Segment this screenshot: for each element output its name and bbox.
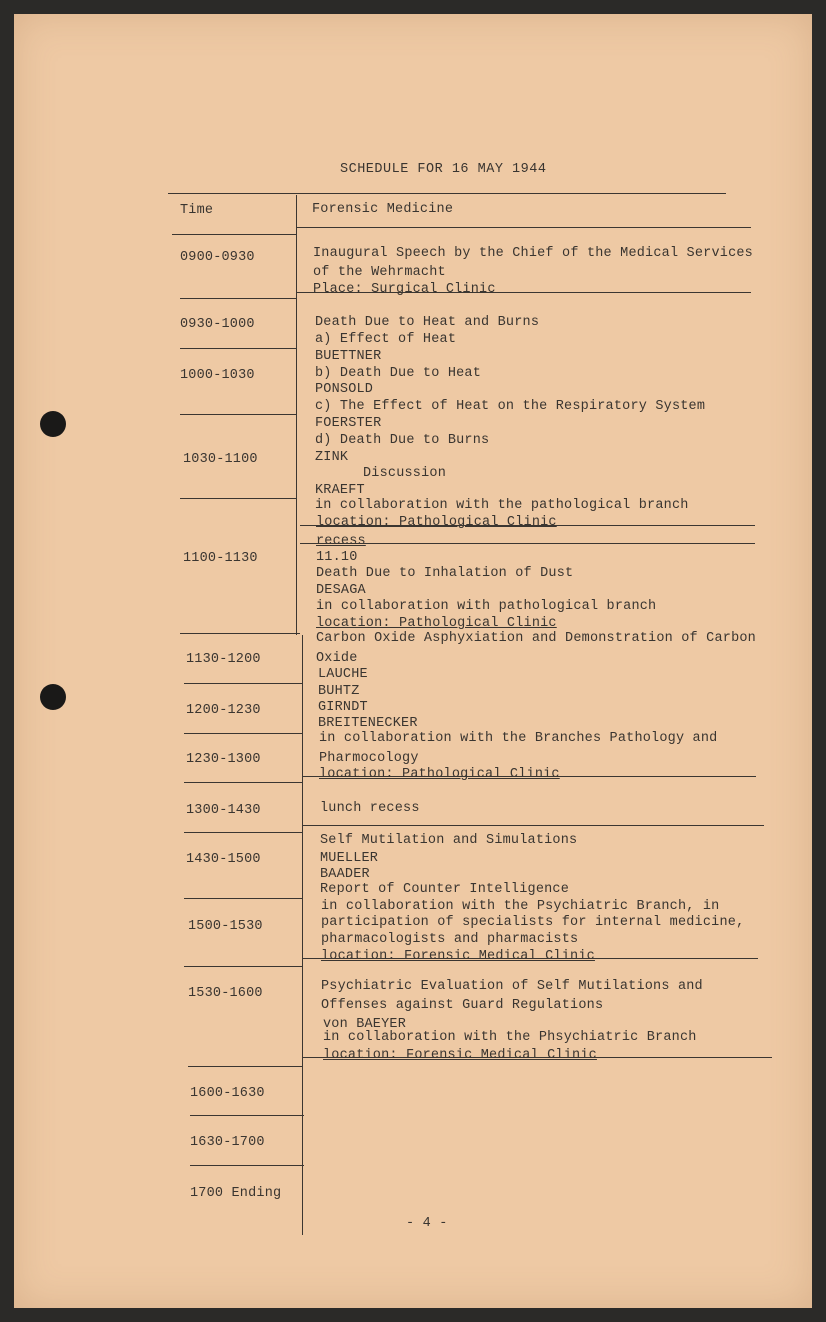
entry-line: Offenses against Guard Regulations [321,998,604,1013]
entry-line: Self Mutilation and Simulations [320,833,578,848]
rule [184,832,302,833]
entry-line: BAADER [320,867,370,882]
punch-hole [40,411,66,437]
entry-line: pharmacologists and pharmacists [321,932,579,947]
entry-line: location: Pathological Clinic [316,616,557,631]
rule [184,966,302,967]
entry-line: a) Effect of Heat [315,332,457,347]
entry-line: KRAEFT [315,483,365,498]
header-time: Time [180,203,214,218]
entry-line: FOERSTER [315,416,382,431]
time-slot: 1630-1700 [190,1135,265,1150]
time-slot: 0930-1000 [180,317,255,332]
rule [296,292,751,293]
entry-line: MUELLER [320,851,379,866]
time-slot: 1130-1200 [186,652,261,667]
rule [300,525,755,526]
entry-line: location: Forensic Medical Clinic [321,949,595,964]
entry-line: BUETTNER [315,349,382,364]
rule [296,227,751,228]
entry-line: Death Due to Heat and Burns [315,315,540,330]
entry-line: Pharmocology [319,751,419,766]
entry-line: Death Due to Inhalation of Dust [316,566,574,581]
column-divider [302,635,303,1235]
time-slot: 1200-1230 [186,703,261,718]
entry-line: in collaboration with pathological branch [316,599,657,614]
entry-line: GIRNDT [318,700,368,715]
rule [184,782,302,783]
rule [300,543,755,544]
entry-line: location: Pathological Clinic [316,515,557,530]
entry-line: ZINK [315,450,349,465]
entry-line: DESAGA [316,583,366,598]
time-slot: 1000-1030 [180,368,255,383]
punch-hole [40,684,66,710]
rule [180,348,296,349]
column-divider [296,195,297,635]
entry-line: lunch recess [320,801,420,816]
entry-line: recess [316,534,366,549]
time-slot: 1700 Ending [190,1186,282,1201]
entry-line: Oxide [316,651,358,666]
entry-line: PONSOLD [315,382,374,397]
time-slot: 1030-1100 [183,452,258,467]
entry-line: b) Death Due to Heat [315,366,482,381]
entry-line: Carbon Oxide Asphyxiation and Demonstration of Carbon [316,631,756,646]
rule [302,958,758,959]
rule [302,776,756,777]
time-slot: 1100-1130 [183,551,258,566]
entry-line: Inaugural Speech by the Chief of the Medical Services [313,246,753,261]
rule [168,193,726,194]
time-slot: 1600-1630 [190,1086,265,1101]
time-slot: 1500-1530 [188,919,263,934]
entry-line: LAUCHE [318,667,368,682]
entry-line: Report of Counter Intelligence [320,882,570,897]
time-slot: 1530-1600 [188,986,263,1001]
rule [180,414,296,415]
time-slot: 1230-1300 [186,752,261,767]
rule [180,298,296,299]
rule [184,683,302,684]
header-subject: Forensic Medicine [312,202,454,217]
entry-line: in collaboration with the Branches Pathology and [319,731,718,746]
page-title: SCHEDULE FOR 16 MAY 1944 [340,162,547,177]
page-number: - 4 - [406,1216,448,1231]
entry-line: participation of specialists for internal medicine, [321,915,745,930]
entry-line: Place: Surgical Clinic [313,282,496,297]
entry-line: in collaboration with the pathological branch [315,498,689,513]
rule [190,1115,304,1116]
time-slot: 1430-1500 [186,852,261,867]
entry-line: BREITENECKER [318,716,418,731]
entry-line: in collaboration with the Psychiatric Branch, in [321,899,720,914]
entry-line: Discussion [363,466,447,481]
entry-line: Psychiatric Evaluation of Self Mutilations and [321,979,703,994]
entry-line: d) Death Due to Burns [315,433,490,448]
rule [180,498,296,499]
entry-line: von BAEYER [323,1017,407,1032]
rule [184,733,302,734]
rule [302,1057,772,1058]
time-slot: 1300-1430 [186,803,261,818]
entry-line: location: Pathological Clinic [319,767,560,782]
rule [188,1066,302,1067]
entry-line: location: Forensic Medical Clinic [323,1048,597,1063]
entry-line: c) The Effect of Heat on the Respiratory System [315,399,706,414]
rule [184,898,302,899]
entry-line: BUHTZ [318,684,360,699]
rule [180,633,300,634]
rule [172,234,296,235]
entry-line: in collaboration with the Phsychiatric Branch [323,1030,697,1045]
entry-line: 11.10 [316,550,358,565]
rule [190,1165,304,1166]
time-slot: 0900-0930 [180,250,255,265]
entry-line: of the Wehrmacht [313,265,446,280]
rule [302,825,764,826]
